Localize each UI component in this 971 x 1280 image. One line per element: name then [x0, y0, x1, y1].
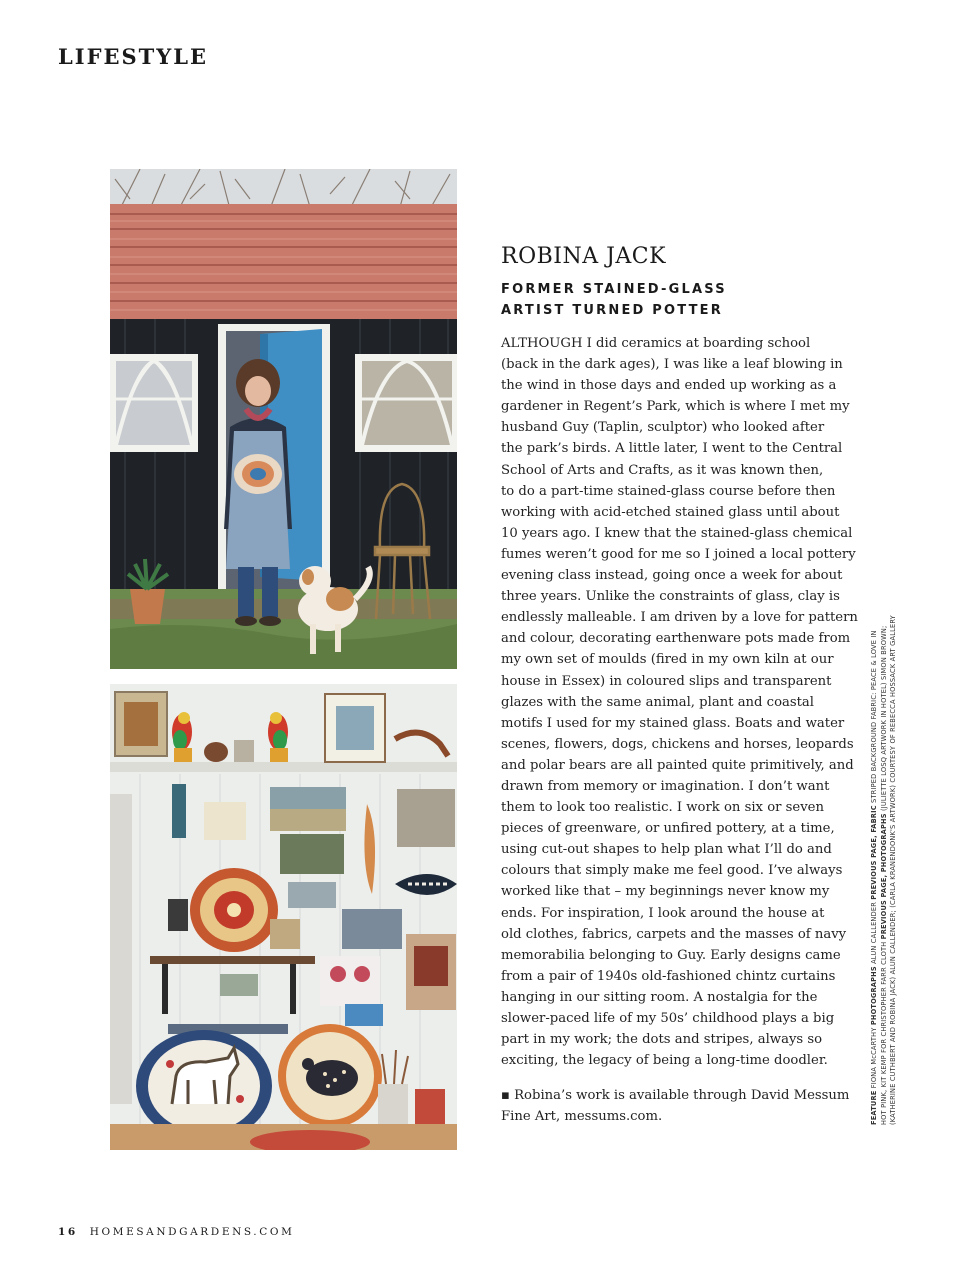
page-footer — [58, 1226, 294, 1238]
body-line: the wind in those days and ended up working as a — [501, 378, 837, 394]
body-line: husband Guy (Taplin, sculptor) who looked after — [501, 420, 825, 436]
section-label: LIFESTYLE — [58, 44, 209, 69]
credit-text: (KATHERINE CUTHBERT AND ROBINA JACK) ALUN CALLENDER; (CARLA KRANENDONK'S ARTWORK) COURTESY OF REBECCA HOSSACK ART GALLERY — [889, 615, 897, 1125]
credit-text: HOT PINK, KIT KEMP FOR CHRISTOPHER FARR CLOTH — [879, 939, 888, 1125]
body-line: ALTHOUGH I did ceramics at boarding school — [501, 336, 811, 351]
body-line: glazes with the same animal, plant and coastal — [501, 694, 815, 710]
body-line: hanging in our sitting room. A nostalgia for the — [501, 989, 818, 1005]
body-line: part in my work; the dots and stripes, always so — [501, 1032, 823, 1048]
body-line: scenes, flowers, dogs, chickens and horses, leopards — [501, 736, 854, 752]
body-line: ends. For inspiration, I look around the house at — [501, 905, 825, 921]
shed-illustration — [110, 169, 457, 669]
body-line: gardener in Regent’s Park, which is where I met my — [501, 399, 850, 415]
website-link[interactable]: HOMESANDGARDENS.COM — [89, 1226, 295, 1238]
credits-line — [889, 545, 899, 1125]
body-line: worked like that – my beginnings never know my — [501, 884, 830, 900]
body-line: colours that simply make me feel good. I’ve always — [501, 863, 843, 879]
article — [501, 244, 858, 1127]
photo-credits — [870, 545, 899, 1125]
credit-text: ALUN CALLENDER — [870, 899, 878, 967]
body-line: three years. Unlike the constraints of glass, clay is — [501, 589, 840, 605]
body-line: and polar bears are all painted quite primitively, and — [501, 757, 854, 773]
credit-text: STRIPED BACKGROUND FABRIC: PEACE & LOVE IN — [870, 630, 878, 806]
note-line: ▪ Robina’s work is available through David Messum — [501, 1088, 850, 1104]
body-line: School of Arts and Crafts, as it was known then, — [501, 462, 824, 478]
body-line: them to look too realistic. I work on six or seven — [501, 800, 824, 816]
body-line: memorabilia belonging to Guy. Early designs came — [501, 947, 841, 963]
credit-text: (JULIETTE LOSQ ARTWORK IN HOTEL) SIMON BROWN; — [879, 625, 888, 814]
bird-plate — [278, 1024, 382, 1128]
body-line: (back in the dark ages), I was like a leaf blowing in — [501, 357, 843, 373]
credits-line — [880, 545, 890, 1125]
credit-heading: PREVIOUS PAGE, PHOTOGRAPHS — [879, 813, 888, 940]
body-line: drawn from memory or imagination. I don’t want — [501, 778, 830, 794]
availability-note — [501, 1085, 850, 1127]
photo-potter-at-shed — [110, 169, 457, 669]
body-line: and colour, decorating earthenware pots made from — [501, 631, 851, 647]
article-body — [501, 333, 858, 1071]
article-name: ROBINA JACK — [501, 244, 667, 269]
subtitle-line: FORMER STAINED-GLASS — [501, 282, 727, 297]
studio-illustration — [110, 684, 457, 1150]
credit-heading: FEATURE — [870, 1090, 878, 1125]
credit-heading: PHOTOGRAPHS — [870, 966, 878, 1026]
body-line: motifs I used for my stained glass. Boats and water — [501, 715, 845, 731]
body-line: the park’s birds. A little later, I went to the Central — [501, 441, 843, 457]
body-line: pieces of greenware, or unfired pottery, at a time, — [501, 821, 835, 837]
parrot-left — [172, 712, 192, 762]
body-line: using cut-out shapes to help plan what I’ll do and — [501, 842, 832, 858]
body-line: fumes weren’t good for me so I joined a local pottery — [501, 546, 856, 562]
page-number: 16 — [58, 1226, 78, 1238]
note-line[interactable]: Fine Art, messums.com. — [501, 1109, 663, 1125]
body-line: from a pair of 1940s old-fashioned chintz curtains — [501, 968, 836, 984]
body-line: old clothes, fabrics, carpets and the masses of navy — [501, 926, 847, 942]
body-line: slower-paced life of my 50s’ childhood plays a big — [501, 1011, 835, 1026]
body-line: my own set of moulds (fired in my own kiln at our — [501, 652, 834, 668]
credit-heading: PREVIOUS PAGE, FABRIC — [870, 805, 878, 900]
photo-pottery-studio — [110, 684, 457, 1150]
body-line: to do a part-time stained-glass course before then — [501, 483, 836, 499]
body-line: 10 years ago. I knew that the stained-glass chemical — [501, 525, 853, 541]
body-line: house in Essex) in coloured slips and transparent — [501, 673, 832, 689]
body-line: exciting, the legacy of being a long-time doodler. — [501, 1053, 828, 1069]
subtitle-line: ARTIST TURNED POTTER — [501, 303, 723, 318]
body-line: evening class instead, going once a week for about — [501, 568, 843, 584]
parrot-right — [268, 712, 288, 762]
credit-text: FIONA McCARTHY — [870, 1025, 878, 1091]
credits-line — [870, 545, 880, 1125]
body-line: working with acid-etched stained glass until about — [501, 504, 840, 520]
body-line: endlessly malleable. I am driven by a love for pattern — [501, 610, 858, 626]
article-subtitle — [501, 279, 831, 321]
